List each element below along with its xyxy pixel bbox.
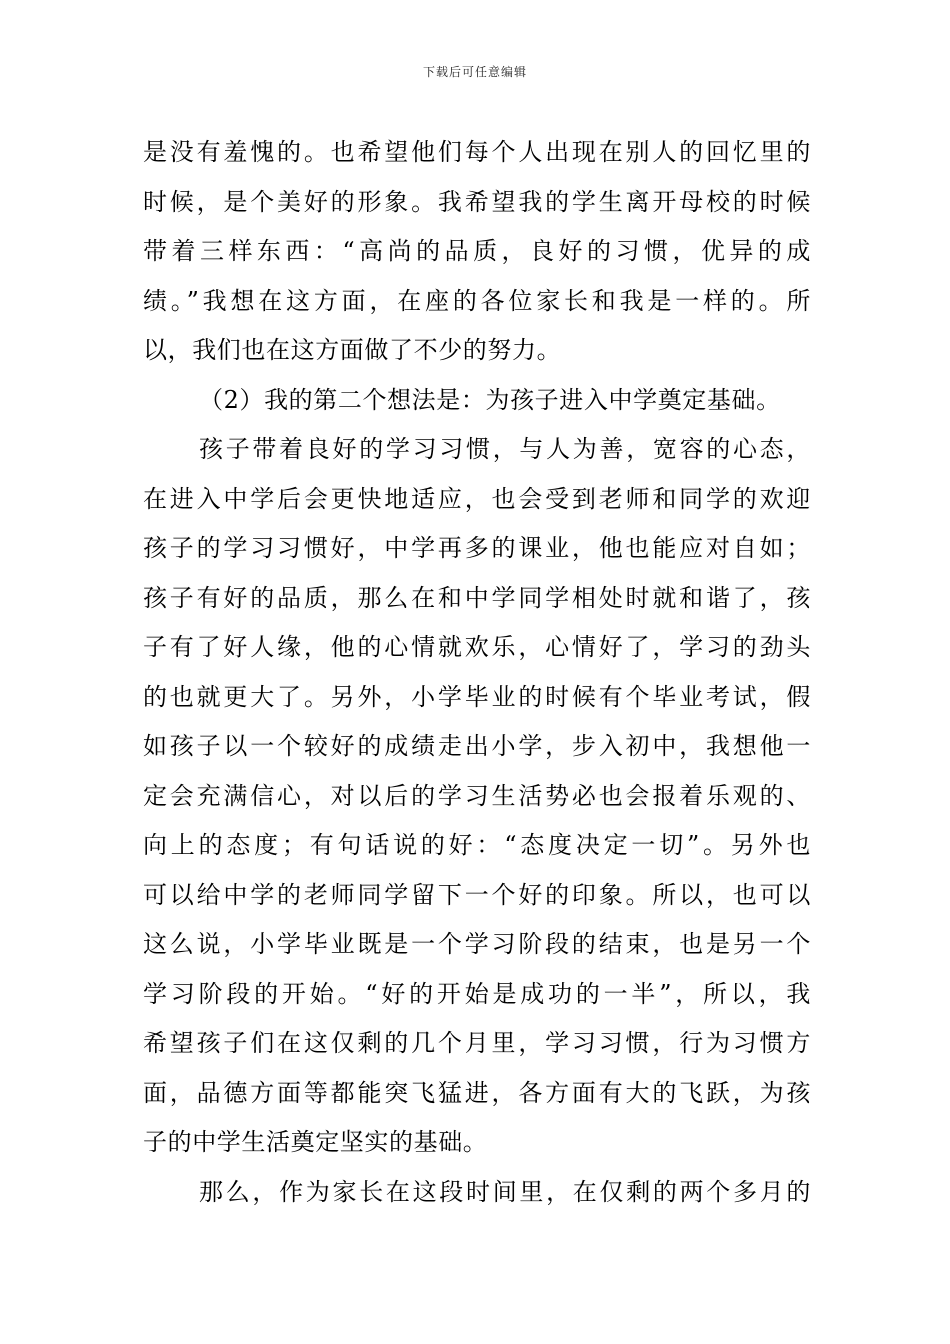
text-line: 子有了好人缘，他的心情就欢乐，心情好了，学习的劲头 [143, 633, 811, 661]
text-line: 希望孩子们在这仅剩的几个月里，学习习惯，行为习惯方 [143, 1029, 811, 1057]
text-line: 带着三样东西：“高尚的品质，良好的习惯，优异的成 [143, 237, 811, 265]
text-line: 如孩子以一个较好的成绩走出小学，步入初中，我想他一 [143, 732, 811, 760]
document-body [143, 128, 811, 1217]
text-line: 以，我们也在这方面做了不少的努力。 [143, 336, 562, 364]
paragraph-start-line: 那么，作为家长在这段时间里，在仅剩的两个多月的 [199, 1177, 811, 1206]
text-line: 在进入中学后会更快地适应，也会受到老师和同学的欢迎 [143, 484, 811, 513]
section-heading: （2）我的第二个想法是：为孩子进入中学奠定基础。 [199, 385, 781, 414]
page-header: 下载后可任意编辑 [422, 65, 527, 79]
text-line: 面，品德方面等都能突飞猛进，各方面有大的飞跃，为孩 [143, 1078, 811, 1107]
text-line: 子的中学生活奠定坚实的基础。 [143, 1128, 488, 1156]
text-line: 孩子有好的品质，那么在和中学同学相处时就和谐了，孩 [143, 583, 811, 612]
text-line: 这么说，小学毕业既是一个学习阶段的结束，也是另一个 [143, 930, 811, 958]
text-line: 定会充满信心，对以后的学习生活势必也会报着乐观的、 [143, 781, 811, 810]
text-line: 的也就更大了。另外，小学毕业的时候有个毕业考试，假 [143, 682, 811, 711]
text-line: 孩子的学习习惯好，中学再多的课业，他也能应对自如； [143, 534, 811, 562]
paragraph-start-line: 孩子带着良好的学习习惯，与人为善，宽容的心态， [199, 435, 811, 463]
text-line: 是没有羞愧的。也希望他们每个人出现在别人的回忆里的 [143, 138, 811, 166]
text-line: 向上的态度；有句话说的好：“态度决定一切”。另外也 [143, 831, 811, 859]
text-line: 绩。”我想在这方面，在座的各位家长和我是一样的。所 [143, 286, 811, 315]
text-line: 可以给中学的老师同学留下一个好的印象。所以，也可以 [143, 880, 811, 909]
text-line: 学习阶段的开始。“好的开始是成功的一半”，所以，我 [143, 979, 811, 1008]
text-line: 时候，是个美好的形象。我希望我的学生离开母校的时候 [143, 187, 811, 216]
